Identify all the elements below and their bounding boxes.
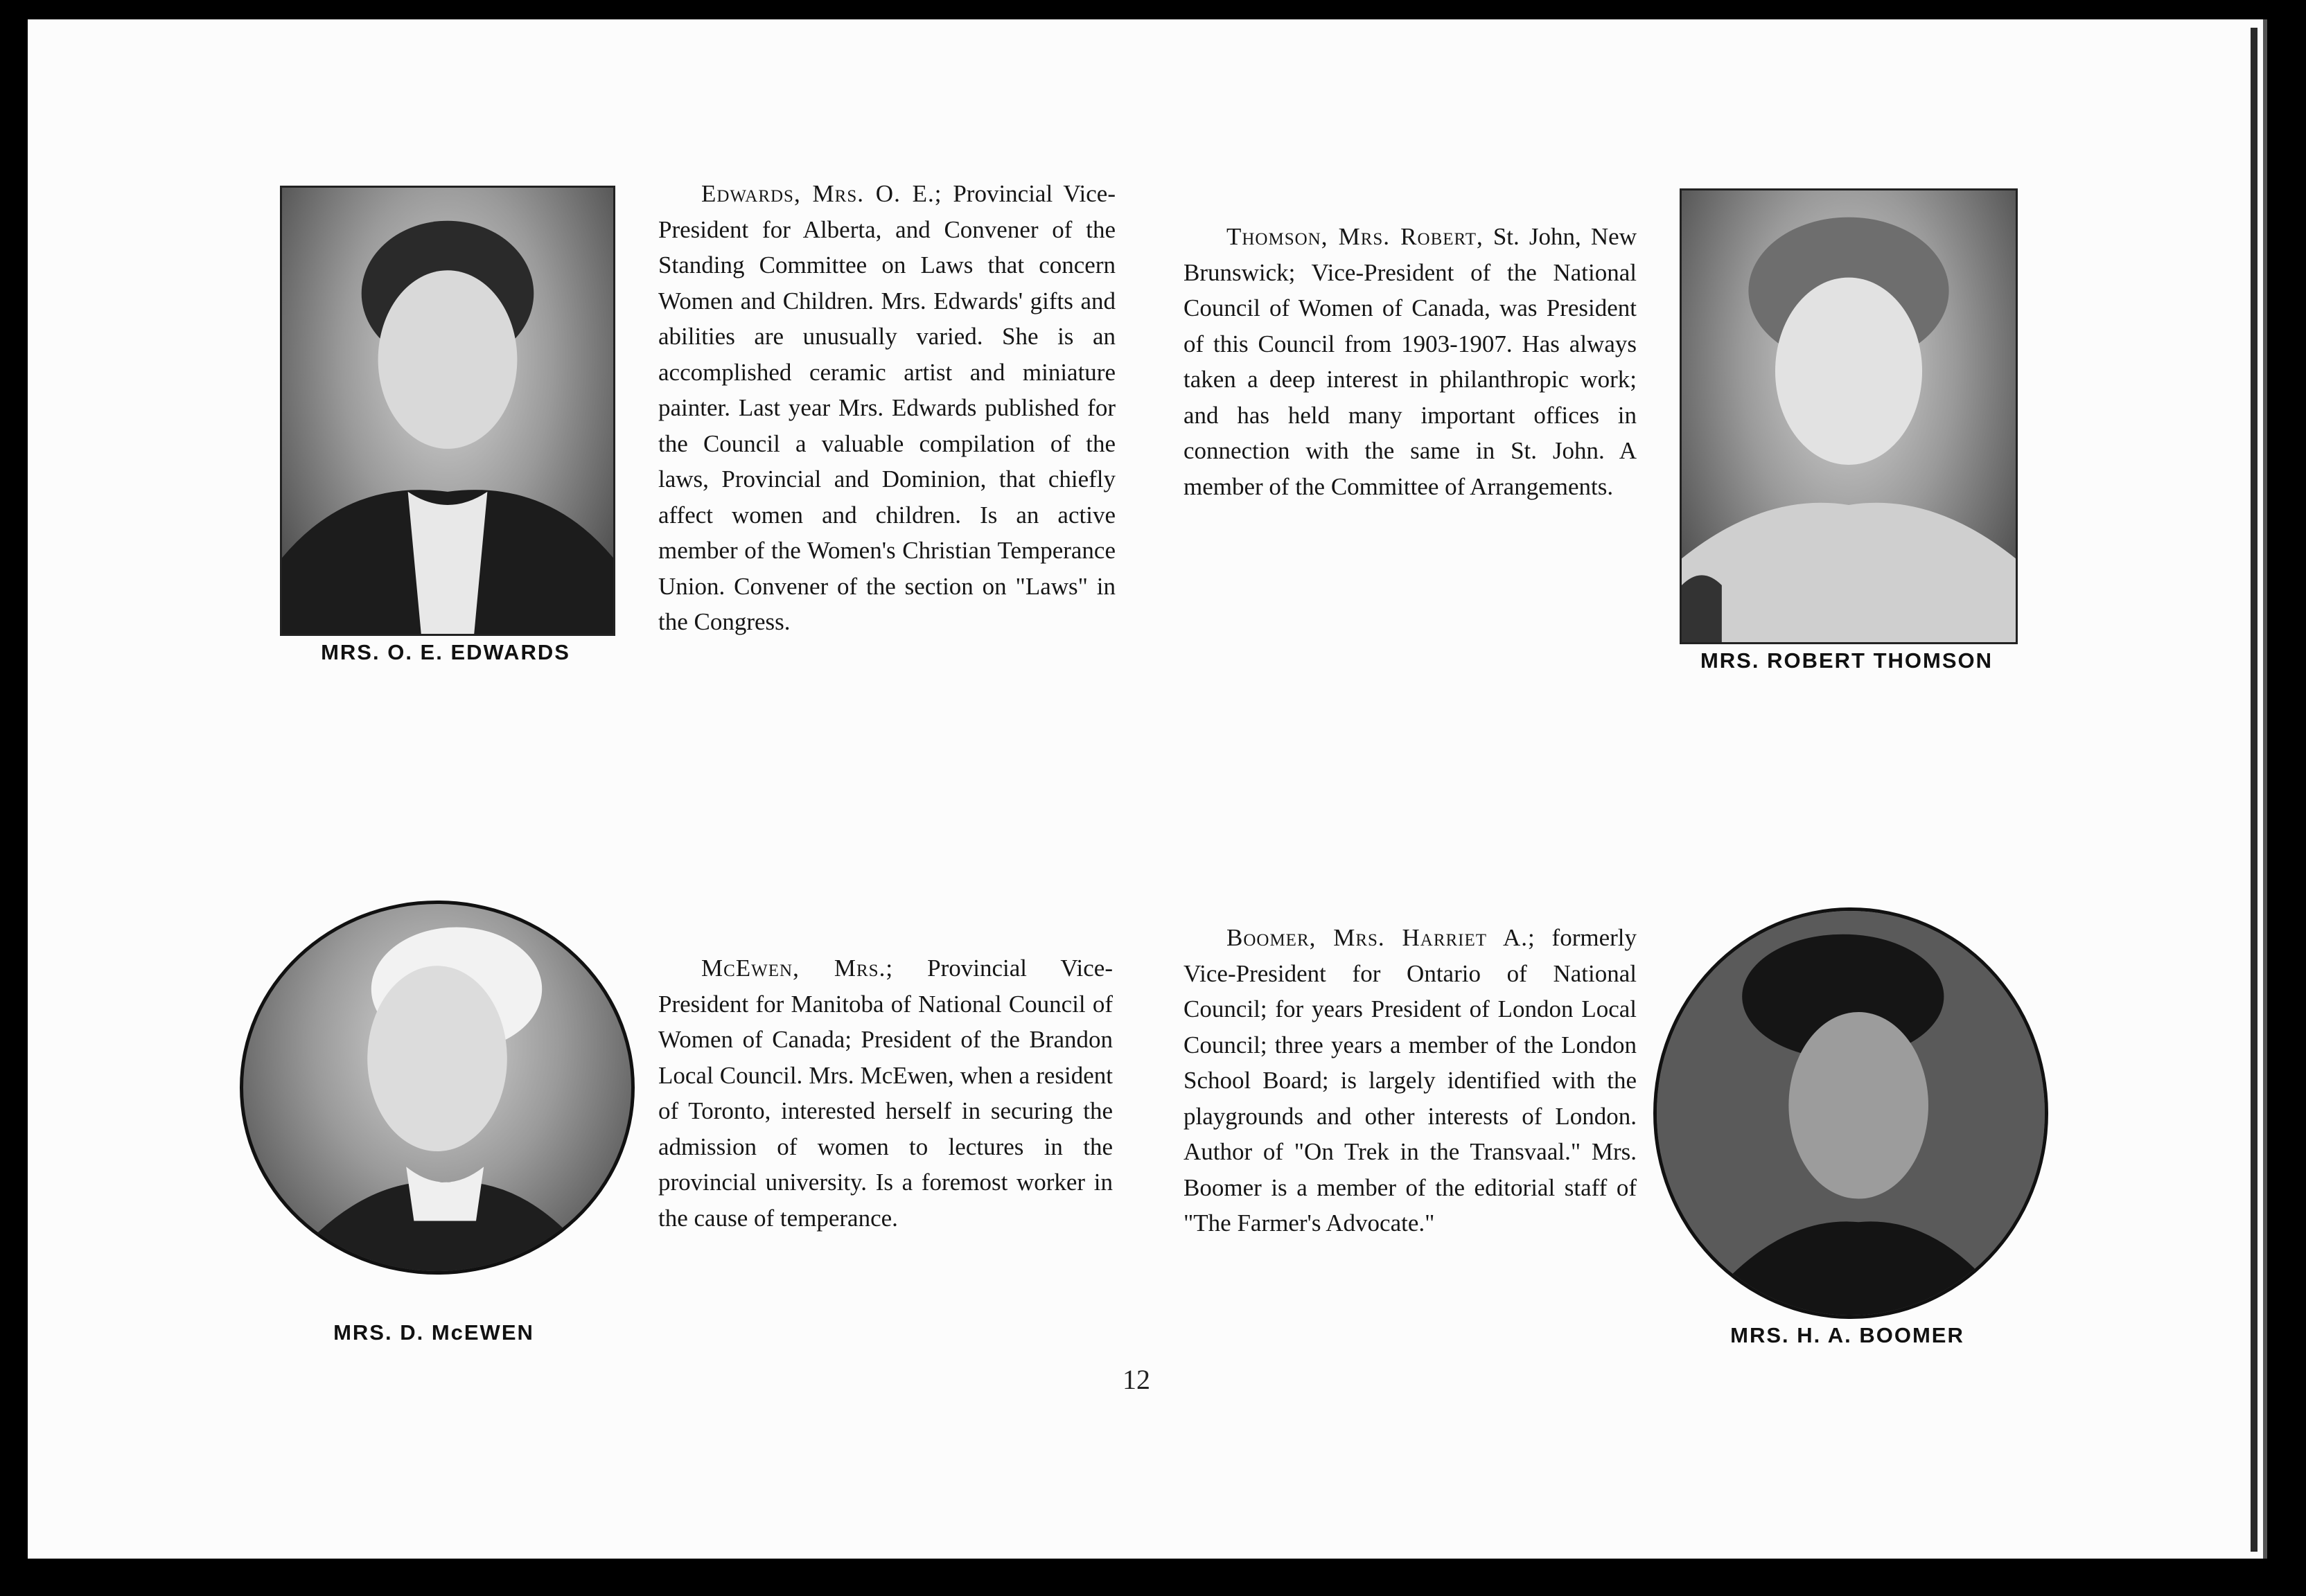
page-number: 12	[1123, 1364, 1150, 1395]
bio-text-thomson: St. John, New Brunswick; Vice-President of the National Council of Women of Canada, was President of this Council from 1903-1907. Has always taken a deep interest in philanthropic work; and has held many important offices in connection with the same in St. John. A member of the Committee of Arrangements.	[1183, 223, 1637, 500]
bio-name-mcewen: McEwen, Mrs.;	[701, 955, 894, 982]
bio-text-mcewen: Provincial Vice-President for Manitoba of National Council of Women of Canada; President of the Brandon Local Council. Mrs. McEwen, when a resident of Toronto, interested herself in securing the admission of women to lectures in the provincial university. Is a foremost worker in the cause of temperance.	[658, 955, 1113, 1232]
portrait-photo-boomer	[1653, 907, 2048, 1319]
bio-name-boomer: Boomer, Mrs. Harriet A.;	[1226, 924, 1535, 951]
bio-thomson	[1183, 219, 1637, 504]
caption-mcewen: MRS. D. McEWEN	[333, 1320, 534, 1345]
bio-mcewen	[658, 950, 1113, 1236]
page-edge-shadow	[2251, 28, 2257, 1552]
caption-boomer: MRS. H. A. BOOMER	[1730, 1323, 1964, 1347]
bio-text-boomer: formerly Vice-President for Ontario of National Council; for years President of London Local Council; three years a member of the London School Board; is largely identified with the playgrounds and other interests of London. Author of "On Trek in the Transvaal." Mrs. Boomer is a member of the editorial staff of "The Farmer's Advocate."	[1183, 924, 1637, 1236]
bio-name-thomson: Thomson, Mrs. Robert,	[1226, 223, 1484, 250]
portrait-photo-thomson	[1680, 188, 2018, 644]
caption-edwards: MRS. O. E. EDWARDS	[321, 640, 570, 664]
bio-name-edwards: Edwards, Mrs. O. E.;	[701, 180, 942, 207]
bio-text-edwards: Provincial Vice-President for Alberta, and Convener of the Standing Committee on Laws that concern Women and Children. Mrs. Edwards' gifts and abilities are unusually varied. She is an accomplished ceramic artist and miniature painter. Last year Mrs. Edwards published for the Council a valuable compilation of the laws, Provincial and Dominion, that chiefly affect women and children. Is an active member of the Women's Christian Temperance Union. Convener of the section on "Laws" in the Congress.	[658, 180, 1116, 635]
bio-edwards	[658, 176, 1116, 640]
bio-boomer	[1183, 920, 1637, 1241]
caption-thomson: MRS. ROBERT THOMSON	[1700, 648, 1993, 673]
portrait-photo-edwards	[280, 186, 615, 636]
portrait-photo-mcewen	[240, 901, 635, 1275]
